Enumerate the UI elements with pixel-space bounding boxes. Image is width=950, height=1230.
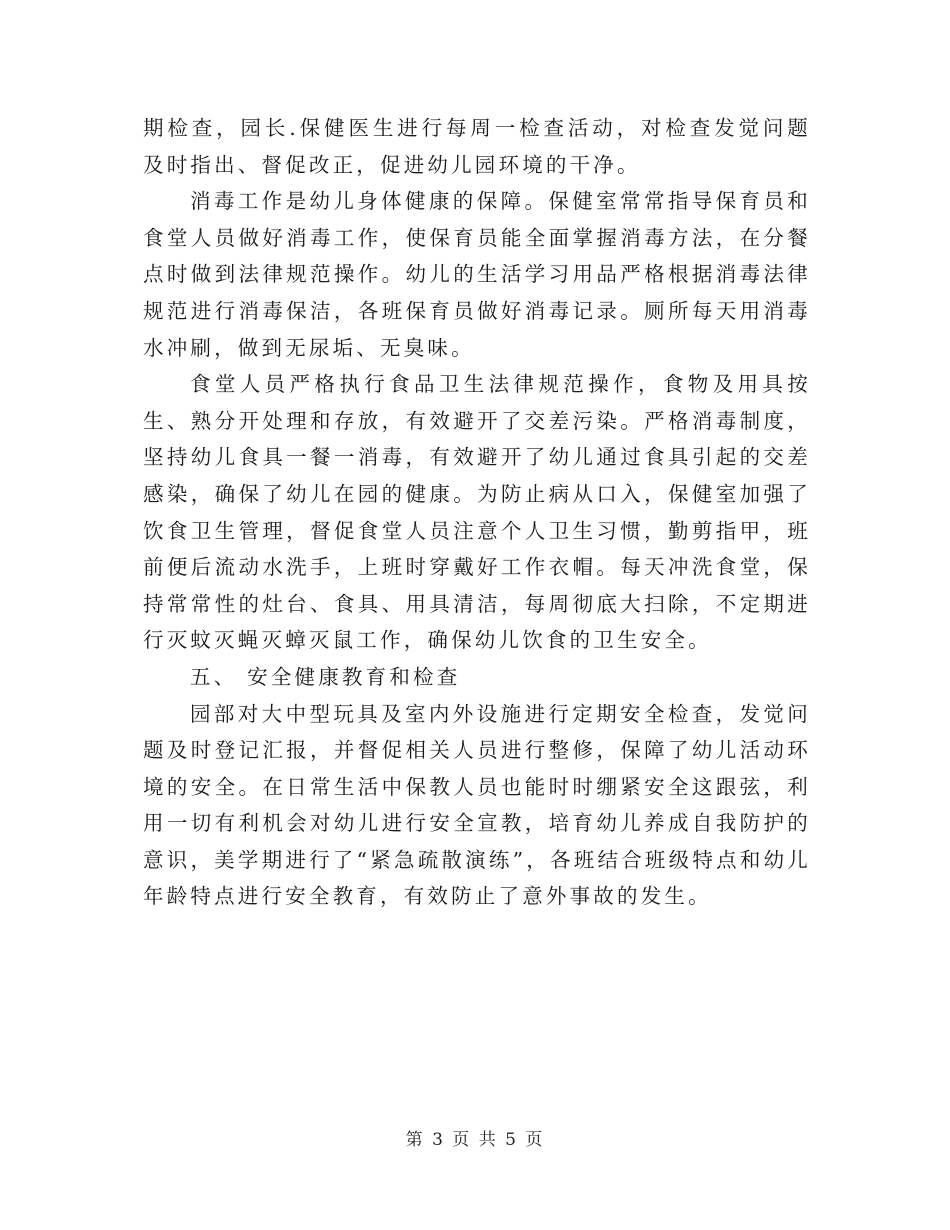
paragraph-safety-education: 园部对大中型玩具及室内外设施进行定期安全检查，发觉问题及时登记汇报，并督促相关人员进行整修，保障了幼儿活动环境的安全。在日常生活中保教人员也能时时绷紧安全这跟弦，利用一切有利机会对幼儿进行安全宣教，培育幼儿养成自我防护的意识，美学期进行了“紧急疏散演练”，各班结合班级特点和幼儿年龄特点进行安全教育，有效防止了意外事故的发生。 — [143, 701, 811, 909]
document-body — [143, 110, 811, 915]
paragraph-canteen-hygiene: 食堂人员严格执行食品卫生法律规范操作，食物及用具按生、熟分开处理和存放，有效避开了交差污染。严格消毒制度，坚持幼儿食具一餐一消毒，有效避开了幼儿通过食具引起的交差感染，确保了幼儿在园的健康。为防止病从口入，保健室加强了饮食卫生管理，督促食堂人员注意个人卫生习惯，勤剪指甲，班前便后流动水洗手，上班时穿戴好工作衣帽。每天冲洗食堂，保持常常性的灶台、食具、用具清洁，每周彻底大扫除，不定期进行灭蚊灭蝇灭蟑灭鼠工作，确保幼儿饮食的卫生安全。 — [143, 372, 811, 653]
page-number-footer: 第 3 页 共 5 页 — [405, 1130, 545, 1150]
paragraph-cleaning-inspection: 期检查，园长.保健医生进行每周一检查活动，对检查发觉问题及时指出、督促改正，促进幼儿园环境的干净。 — [143, 116, 811, 177]
paragraph-disinfection: 消毒工作是幼儿身体健康的保障。保健室常常指导保育员和食堂人员做好消毒工作，使保育员能全面掌握消毒方法，在分餐点时做到法律规范操作。幼儿的生活学习用品严格根据消毒法律规范进行消毒保洁，各班保育员做好消毒记录。厕所每天用消毒水冲刷，做到无尿垢、无臭味。 — [143, 189, 811, 360]
section-heading-safety: 五、 安全健康教育和检查 — [190, 664, 461, 689]
